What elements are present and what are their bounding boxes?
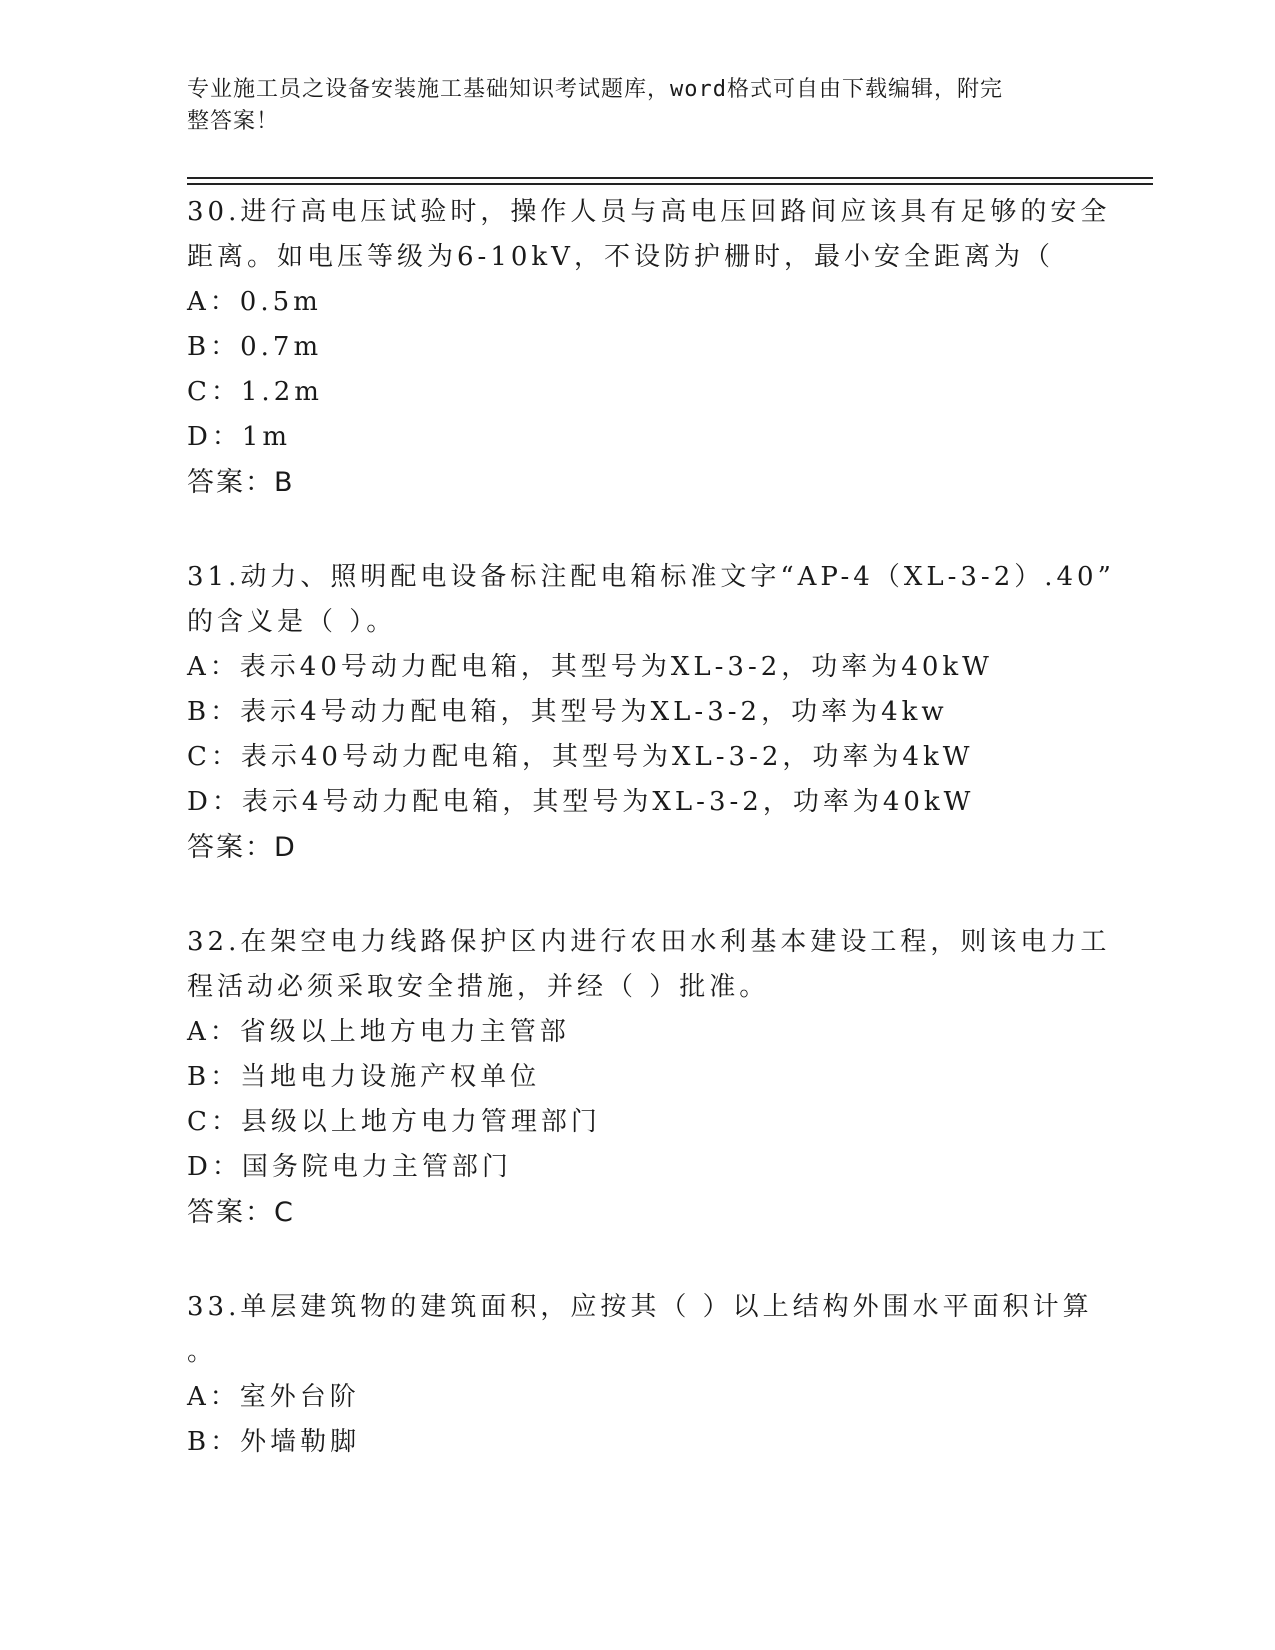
- option-b: B：当地电力设施产权单位: [187, 1062, 541, 1092]
- option-a: A：省级以上地方电力主管部: [187, 1017, 570, 1047]
- question-stem-line: 程活动必须采取安全措施，并经（ ）批准。: [187, 972, 770, 1002]
- answer-line: 答案：D: [187, 832, 297, 863]
- question-stem-line: 的含义是（ ）。: [187, 607, 397, 637]
- question-31: [187, 555, 1115, 870]
- question-stem-line: 33.单层建筑物的建筑面积，应按其（ ）以上结构外围水平面积计算: [187, 1292, 1093, 1322]
- question-30: [187, 190, 1111, 505]
- question-stem-line: 距离。如电压等级为6-10kV，不设防护栅时，最小安全距离为（: [187, 242, 1054, 272]
- option-c: C：县级以上地方电力管理部门: [187, 1107, 601, 1137]
- question-stem-line: 32.在架空电力线路保护区内进行农田水利基本建设工程，则该电力工: [187, 927, 1111, 957]
- question-stem-line: 30.进行高电压试验时，操作人员与高电压回路间应该具有足够的安全: [187, 197, 1111, 227]
- option-b: B：外墙勒脚: [187, 1427, 361, 1457]
- question-stem-line: 。: [187, 1337, 218, 1367]
- option-b: B：0.7m: [187, 332, 323, 362]
- document-header: [187, 74, 1067, 138]
- question-32: [187, 920, 1111, 1235]
- option-a: A：室外台阶: [187, 1382, 360, 1412]
- option-d: D：1m: [187, 422, 292, 452]
- header-title-line-1: 专业施工员之设备安装施工基础知识考试题库，word格式可自由下载编辑，附完: [187, 77, 1003, 102]
- option-a: A：表示40号动力配电箱，其型号为XL-3-2，功率为40kW: [187, 652, 993, 682]
- option-d: D：表示4号动力配电箱，其型号为XL-3-2，功率为40kW: [187, 787, 975, 817]
- answer-line: 答案：C: [187, 1197, 295, 1228]
- option-c: C：表示40号动力配电箱，其型号为XL-3-2，功率为4kW: [187, 742, 974, 772]
- header-rule-bottom: [187, 183, 1153, 185]
- option-b: B：表示4号动力配电箱，其型号为XL-3-2，功率为4kw: [187, 697, 948, 727]
- answer-line: 答案：B: [187, 467, 295, 498]
- option-d: D：国务院电力主管部门: [187, 1152, 512, 1182]
- question-stem-line: 31.动力、照明配电设备标注配电箱标准文字“AP-4（XL-3-2）.40”: [187, 562, 1115, 592]
- option-a: A：0.5m: [187, 287, 322, 317]
- question-33: [187, 1285, 1093, 1465]
- header-rule-top: [187, 177, 1153, 179]
- option-c: C：1.2m: [187, 377, 323, 407]
- question-list: [187, 190, 1115, 1515]
- header-title-line-2: 整答案！: [187, 109, 280, 134]
